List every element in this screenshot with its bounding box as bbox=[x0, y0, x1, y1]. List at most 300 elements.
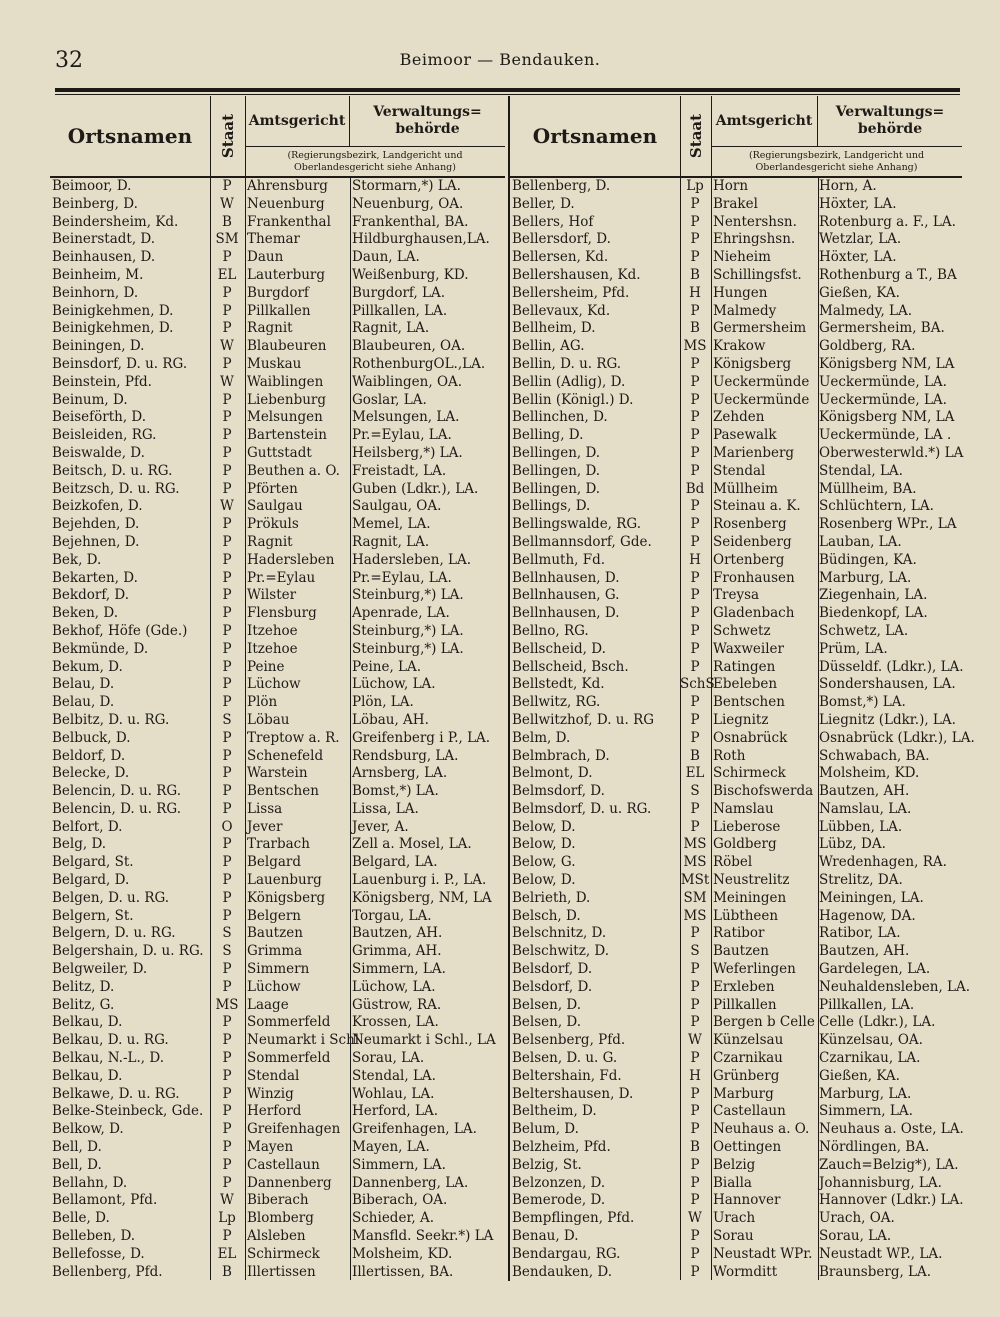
table-row bbox=[50, 1103, 505, 1121]
table-row bbox=[50, 819, 505, 837]
place-name: Beiningen, D. bbox=[52, 338, 145, 355]
authority-name: Höxter, LA. bbox=[819, 249, 897, 266]
table-row bbox=[50, 534, 505, 552]
table-row bbox=[510, 694, 962, 712]
place-name: Bekhof, Höfe (Gde.) bbox=[52, 622, 188, 639]
state-code: P bbox=[690, 658, 700, 675]
table-row bbox=[510, 925, 962, 943]
court-name: Ragnit bbox=[247, 533, 293, 550]
place-name: Belschwitz, D. bbox=[512, 943, 610, 960]
authority-name: Lauenburg i. P., LA. bbox=[352, 872, 487, 889]
table-row bbox=[510, 178, 962, 196]
place-name: Bellscheid, D. bbox=[512, 640, 606, 657]
place-name: Belzig, St. bbox=[512, 1156, 582, 1173]
table-row bbox=[510, 961, 962, 979]
table-row bbox=[50, 356, 505, 374]
state-code: EL bbox=[685, 765, 705, 782]
court-name: Lauterburg bbox=[247, 266, 326, 283]
court-name: Mayen bbox=[247, 1139, 294, 1156]
place-name: Bell, D. bbox=[52, 1139, 102, 1156]
table-row bbox=[510, 587, 962, 605]
table-row bbox=[510, 605, 962, 623]
state-code: P bbox=[222, 676, 232, 693]
authority-name: Greifenberg i P., LA. bbox=[352, 729, 491, 746]
authority-name: Arnsberg, LA. bbox=[352, 765, 448, 782]
place-name: Belkau, N.-L., D. bbox=[52, 1050, 165, 1067]
court-name: Seidenberg bbox=[713, 533, 792, 550]
place-name: Bellheim, D. bbox=[512, 320, 596, 337]
authority-name: Mayen, LA. bbox=[352, 1139, 430, 1156]
authority-name: Celle (Ldkr.), LA. bbox=[819, 1014, 936, 1031]
authority-name: Krossen, LA. bbox=[352, 1014, 439, 1031]
place-name: Below, G. bbox=[512, 854, 576, 871]
table-row bbox=[50, 392, 505, 410]
state-code: P bbox=[690, 961, 700, 978]
table-row bbox=[510, 570, 962, 588]
table-row bbox=[510, 481, 962, 499]
authority-name: Jever, A. bbox=[352, 818, 409, 835]
state-code: SchS bbox=[680, 676, 715, 693]
authority-name: Künzelsau, OA. bbox=[819, 1032, 923, 1049]
authority-name: Namslau, LA. bbox=[819, 800, 912, 817]
court-name: Ratibor bbox=[713, 925, 765, 942]
state-code: P bbox=[222, 1085, 232, 1102]
authority-name: Osnabrück (Ldkr.), LA. bbox=[819, 729, 975, 746]
column-rule bbox=[210, 176, 211, 1280]
court-name: Osnabrück bbox=[713, 729, 788, 746]
court-name: Belgern bbox=[247, 907, 302, 924]
state-code: P bbox=[222, 1139, 232, 1156]
authority-name: Lissa, LA. bbox=[352, 800, 419, 817]
authority-name: Bautzen, AH. bbox=[819, 783, 910, 800]
header-rule-thick bbox=[55, 88, 960, 92]
authority-name: Plön, LA. bbox=[352, 694, 414, 711]
court-name: Ortenberg bbox=[713, 551, 785, 568]
state-code: P bbox=[690, 1085, 700, 1102]
state-code: P bbox=[222, 587, 232, 604]
court-name: Bischofswerda bbox=[713, 783, 814, 800]
state-code: P bbox=[690, 213, 700, 230]
table-row bbox=[50, 641, 505, 659]
state-code: B bbox=[690, 1139, 700, 1156]
authority-name: Büdingen, KA. bbox=[819, 551, 917, 568]
place-name: Bellenberg, Pfd. bbox=[52, 1263, 163, 1280]
place-name: Bekarten, D. bbox=[52, 569, 138, 586]
court-name: Wilster bbox=[247, 587, 297, 604]
place-name: Belling, D. bbox=[512, 427, 584, 444]
table-row bbox=[50, 1068, 505, 1086]
place-name: Bekum, D. bbox=[52, 658, 123, 675]
table-row bbox=[50, 285, 505, 303]
table-row bbox=[50, 1032, 505, 1050]
court-name: Warstein bbox=[247, 765, 308, 782]
table-row bbox=[510, 196, 962, 214]
table-row bbox=[510, 908, 962, 926]
table-row bbox=[510, 356, 962, 374]
court-name: Neustrelitz bbox=[713, 872, 790, 889]
authority-name: Molsheim, KD. bbox=[352, 1245, 453, 1262]
table-row bbox=[510, 783, 962, 801]
header-ortsnamen: Ortsnamen bbox=[67, 124, 193, 148]
table-row bbox=[50, 303, 505, 321]
authority-name: Wredenhagen, RA. bbox=[819, 854, 947, 871]
place-name: Beinheim, M. bbox=[52, 266, 144, 283]
table-row bbox=[510, 267, 962, 285]
table-row bbox=[510, 676, 962, 694]
table-row bbox=[50, 925, 505, 943]
table-row bbox=[510, 427, 962, 445]
authority-name: Pr.=Eylau, LA. bbox=[352, 569, 452, 586]
state-code: P bbox=[222, 800, 232, 817]
place-name: Beiseförth, D. bbox=[52, 409, 147, 426]
state-code: P bbox=[222, 1121, 232, 1138]
court-name: Nentershsn. bbox=[713, 213, 797, 230]
table-row bbox=[50, 516, 505, 534]
court-name: Neuhaus a. O. bbox=[713, 1121, 810, 1138]
place-name: Beller, D. bbox=[512, 195, 575, 212]
place-name: Bellefosse, D. bbox=[52, 1245, 145, 1262]
table-row bbox=[510, 641, 962, 659]
authority-name: Neustadt WP., LA. bbox=[819, 1245, 943, 1262]
court-name: Castellaun bbox=[247, 1156, 320, 1173]
state-code: P bbox=[222, 516, 232, 533]
authority-name: Oberwesterwld.*) LA bbox=[819, 444, 964, 461]
place-name: Bellersheim, Pfd. bbox=[512, 284, 630, 301]
place-name: Bellahn, D. bbox=[52, 1174, 128, 1191]
authority-name: Simmern, LA. bbox=[352, 961, 446, 978]
state-code: P bbox=[690, 622, 700, 639]
court-name: Germersheim bbox=[713, 320, 807, 337]
state-code: P bbox=[690, 462, 700, 479]
state-code: Lp bbox=[218, 1210, 236, 1227]
table-row bbox=[50, 1121, 505, 1139]
place-name: Belencin, D. u. RG. bbox=[52, 783, 182, 800]
authority-name: Sondershausen, LA. bbox=[819, 676, 956, 693]
authority-name: Müllheim, BA. bbox=[819, 480, 917, 497]
table-row bbox=[50, 409, 505, 427]
place-name: Belg, D. bbox=[52, 836, 107, 853]
court-name: Frankenthal bbox=[247, 213, 331, 230]
place-name: Belbuck, D. bbox=[52, 729, 131, 746]
authority-name: Prüm, LA. bbox=[819, 640, 888, 657]
state-code: P bbox=[222, 907, 232, 924]
court-name: Lübtheen bbox=[713, 907, 779, 924]
state-code: P bbox=[690, 302, 700, 319]
court-name: Burgdorf bbox=[247, 284, 309, 301]
state-code: P bbox=[690, 1014, 700, 1031]
authority-name: Pillkallen, LA. bbox=[352, 302, 448, 319]
authority-name: Zauch=Belzig*), LA. bbox=[819, 1156, 959, 1173]
table-row bbox=[510, 819, 962, 837]
authority-name: Löbau, AH. bbox=[352, 711, 429, 728]
table-row bbox=[50, 374, 505, 392]
place-name: Bendauken, D. bbox=[512, 1263, 613, 1280]
court-name: Bialla bbox=[713, 1174, 752, 1191]
place-name: Belsdorf, D. bbox=[512, 961, 593, 978]
table-row bbox=[510, 1175, 962, 1193]
place-name: Bellingswalde, RG. bbox=[512, 516, 642, 533]
authority-name: Goslar, LA. bbox=[352, 391, 427, 408]
state-code: W bbox=[688, 1210, 702, 1227]
right-table-header bbox=[510, 96, 962, 178]
authority-name: Sorau, LA. bbox=[352, 1050, 425, 1067]
table-row bbox=[510, 1121, 962, 1139]
state-code: P bbox=[222, 1228, 232, 1245]
table-row bbox=[510, 801, 962, 819]
state-code: H bbox=[689, 284, 701, 301]
place-name: Bellwitzhof, D. u. RG bbox=[512, 711, 655, 728]
place-name: Below, D. bbox=[512, 818, 576, 835]
table-row bbox=[50, 1264, 505, 1282]
court-name: Ueckermünde bbox=[713, 373, 810, 390]
authority-name: Heilsberg,*) LA. bbox=[352, 444, 463, 461]
court-name: Pillkallen bbox=[247, 302, 311, 319]
court-name: Lissa bbox=[247, 800, 283, 817]
place-name: Belkau, D. u. RG. bbox=[52, 1032, 169, 1049]
court-name: Jever bbox=[247, 818, 283, 835]
header-staat: Staat bbox=[210, 96, 246, 176]
place-name: Bejehnen, D. bbox=[52, 533, 140, 550]
state-code: P bbox=[690, 409, 700, 426]
state-code: P bbox=[690, 1228, 700, 1245]
place-name: Bellingen, D. bbox=[512, 444, 601, 461]
table-row bbox=[510, 1139, 962, 1157]
place-name: Beinhausen, D. bbox=[52, 249, 156, 266]
authority-name: Stendal, LA. bbox=[352, 1067, 436, 1084]
table-row bbox=[50, 676, 505, 694]
authority-name: Rothenburg a T., BA bbox=[819, 266, 957, 283]
authority-name: Schwabach, BA. bbox=[819, 747, 930, 764]
table-row bbox=[510, 1103, 962, 1121]
table-row bbox=[510, 1264, 962, 1282]
table-row bbox=[510, 854, 962, 872]
authority-name: Weißenburg, KD. bbox=[352, 266, 469, 283]
place-name: Belzonzen, D. bbox=[512, 1174, 606, 1191]
state-code: P bbox=[222, 1156, 232, 1173]
state-code: P bbox=[690, 1103, 700, 1120]
table-row bbox=[510, 392, 962, 410]
place-name: Beindersheim, Kd. bbox=[52, 213, 179, 230]
authority-name: Grimma, AH. bbox=[352, 943, 442, 960]
authority-name: Molsheim, KD. bbox=[819, 765, 920, 782]
authority-name: Liegnitz (Ldkr.), LA. bbox=[819, 711, 956, 728]
place-name: Bellevaux, Kd. bbox=[512, 302, 611, 319]
authority-name: Bomst,*) LA. bbox=[819, 694, 906, 711]
state-code: P bbox=[222, 480, 232, 497]
authority-name: Rosenberg WPr., LA bbox=[819, 516, 957, 533]
table-row bbox=[510, 623, 962, 641]
state-code: P bbox=[690, 818, 700, 835]
table-row bbox=[50, 338, 505, 356]
table-row bbox=[50, 463, 505, 481]
table-row bbox=[50, 836, 505, 854]
column-rule bbox=[711, 176, 712, 1280]
state-code: SM bbox=[215, 231, 239, 248]
table-row bbox=[510, 320, 962, 338]
authority-name: Dannenberg, LA. bbox=[352, 1174, 469, 1191]
authority-name: Braunsberg, LA. bbox=[819, 1263, 932, 1280]
header-note: (Regierungsbezirk, Landgericht und Oberlandesgericht siehe Anhang) bbox=[711, 146, 962, 177]
place-name: Bellstedt, Kd. bbox=[512, 676, 605, 693]
table-row bbox=[50, 623, 505, 641]
state-code: P bbox=[690, 355, 700, 372]
state-code: P bbox=[690, 694, 700, 711]
state-code: P bbox=[222, 658, 232, 675]
state-code: S bbox=[222, 711, 232, 728]
table-row bbox=[50, 854, 505, 872]
place-name: Belke-Steinbeck, Gde. bbox=[52, 1103, 204, 1120]
header-amtsgericht: Amtsgericht bbox=[245, 96, 350, 146]
court-name: Schirmeck bbox=[713, 765, 786, 782]
place-name: Belitz, G. bbox=[52, 996, 115, 1013]
table-row bbox=[50, 605, 505, 623]
court-name: Belzig bbox=[713, 1156, 756, 1173]
court-name: Ratingen bbox=[713, 658, 776, 675]
state-code: P bbox=[690, 729, 700, 746]
state-code: P bbox=[222, 462, 232, 479]
table-row bbox=[510, 1228, 962, 1246]
state-code: H bbox=[689, 1067, 701, 1084]
header-ortsnamen: Ortsnamen bbox=[532, 124, 658, 148]
court-name: Bautzen bbox=[247, 925, 303, 942]
place-name: Belgern, St. bbox=[52, 907, 134, 924]
state-code: P bbox=[690, 533, 700, 550]
authority-name: Germersheim, BA. bbox=[819, 320, 945, 337]
state-code: P bbox=[222, 640, 232, 657]
authority-name: Neumarkt i Schl., LA bbox=[352, 1032, 496, 1049]
state-code: MSt bbox=[680, 872, 710, 889]
place-name: Bellin (Königl.) D. bbox=[512, 391, 634, 408]
place-name: Belschnitz, D. bbox=[512, 925, 607, 942]
table-row bbox=[50, 1086, 505, 1104]
table-row bbox=[510, 516, 962, 534]
authority-name: Steinburg,*) LA. bbox=[352, 587, 464, 604]
authority-name: Wetzlar, LA. bbox=[819, 231, 902, 248]
court-name: Ahrensburg bbox=[247, 178, 328, 194]
court-name: Saulgau bbox=[247, 498, 303, 515]
place-name: Belbitz, D. u. RG. bbox=[52, 711, 170, 728]
state-code: P bbox=[690, 1156, 700, 1173]
column-rule bbox=[245, 176, 246, 1280]
place-name: Bellscheid, Bsch. bbox=[512, 658, 629, 675]
court-name: Castellaun bbox=[713, 1103, 786, 1120]
header-amtsgericht: Amtsgericht bbox=[711, 96, 818, 146]
state-code: P bbox=[222, 533, 232, 550]
place-name: Below, D. bbox=[512, 872, 576, 889]
state-code: P bbox=[222, 747, 232, 764]
table-row bbox=[510, 1014, 962, 1032]
table-row bbox=[50, 1157, 505, 1175]
authority-name: Strelitz, DA. bbox=[819, 872, 903, 889]
place-name: Beinerstadt, D. bbox=[52, 231, 156, 248]
state-code: W bbox=[220, 373, 234, 390]
court-name: Blomberg bbox=[247, 1210, 314, 1227]
authority-name: Neuenburg, OA. bbox=[352, 195, 464, 212]
table-row bbox=[510, 214, 962, 232]
place-name: Belsen, D. bbox=[512, 996, 582, 1013]
place-name: Bemerode, D. bbox=[512, 1192, 606, 1209]
court-name: Pasewalk bbox=[713, 427, 777, 444]
state-code: P bbox=[222, 765, 232, 782]
court-name: Rosenberg bbox=[713, 516, 787, 533]
place-name: Benau, D. bbox=[512, 1228, 579, 1245]
place-name: Bekdorf, D. bbox=[52, 587, 130, 604]
table-row bbox=[50, 178, 505, 196]
state-code: P bbox=[690, 1174, 700, 1191]
left-column bbox=[50, 96, 505, 1281]
state-code: EL bbox=[217, 266, 237, 283]
table-row bbox=[510, 729, 975, 748]
table-row bbox=[50, 783, 505, 801]
state-code: P bbox=[690, 498, 700, 515]
court-name: Treptow a. R. bbox=[247, 729, 340, 746]
place-name: Bek, D. bbox=[52, 551, 102, 568]
court-name: Pr.=Eylau bbox=[247, 569, 316, 586]
state-code: P bbox=[690, 391, 700, 408]
table-row bbox=[50, 748, 505, 766]
court-name: Schwetz bbox=[713, 622, 771, 639]
court-name: Fronhausen bbox=[713, 569, 795, 586]
court-name: Malmedy bbox=[713, 302, 777, 319]
court-name: Laage bbox=[247, 996, 289, 1013]
table-row bbox=[50, 730, 505, 748]
court-name: Themar bbox=[247, 231, 300, 248]
court-name: Hannover bbox=[713, 1192, 781, 1209]
state-code: P bbox=[222, 1174, 232, 1191]
authority-name: Schwetz, LA. bbox=[819, 622, 909, 639]
authority-name: Nördlingen, BA. bbox=[819, 1139, 930, 1156]
state-code: W bbox=[220, 338, 234, 355]
court-name: Pförten bbox=[247, 480, 298, 497]
authority-name: Guben (Ldkr.), LA. bbox=[352, 480, 479, 497]
court-name: Ebeleben bbox=[713, 676, 778, 693]
state-code: SM bbox=[683, 889, 707, 906]
place-name: Belrieth, D. bbox=[512, 889, 591, 906]
place-name: Bellershausen, Kd. bbox=[512, 266, 641, 283]
table-row bbox=[510, 836, 962, 854]
state-code: P bbox=[222, 355, 232, 372]
table-row bbox=[50, 1228, 505, 1246]
court-name: Daun bbox=[247, 249, 284, 266]
table-row bbox=[510, 748, 962, 766]
table-row bbox=[510, 303, 962, 321]
place-name: Bellersen, Kd. bbox=[512, 249, 609, 266]
place-name: Belkau, D. bbox=[52, 1067, 123, 1084]
state-code: P bbox=[222, 783, 232, 800]
authority-name: Herford, LA. bbox=[352, 1103, 439, 1120]
authority-name: Bautzen, AH. bbox=[819, 943, 910, 960]
place-name: Belfort, D. bbox=[52, 818, 123, 835]
court-name: Roth bbox=[713, 747, 746, 764]
place-name: Belkau, D. bbox=[52, 1014, 123, 1031]
right-rows bbox=[510, 178, 975, 1281]
table-row bbox=[50, 712, 505, 730]
court-name: Neuenburg bbox=[247, 195, 325, 212]
state-code: P bbox=[690, 427, 700, 444]
state-code: P bbox=[222, 854, 232, 871]
column-rule bbox=[818, 176, 819, 1280]
table-row bbox=[510, 1050, 962, 1068]
court-name: Waiblingen bbox=[247, 373, 324, 390]
running-head: Beimoor — Bendauken. bbox=[399, 50, 601, 69]
state-code: MS bbox=[683, 836, 707, 853]
table-row bbox=[50, 908, 505, 926]
place-name: Beltheim, D. bbox=[512, 1103, 597, 1120]
state-code: S bbox=[690, 943, 700, 960]
court-name: Ueckermünde bbox=[713, 391, 810, 408]
place-name: Bellamont, Pfd. bbox=[52, 1192, 158, 1209]
table-row bbox=[50, 231, 505, 249]
